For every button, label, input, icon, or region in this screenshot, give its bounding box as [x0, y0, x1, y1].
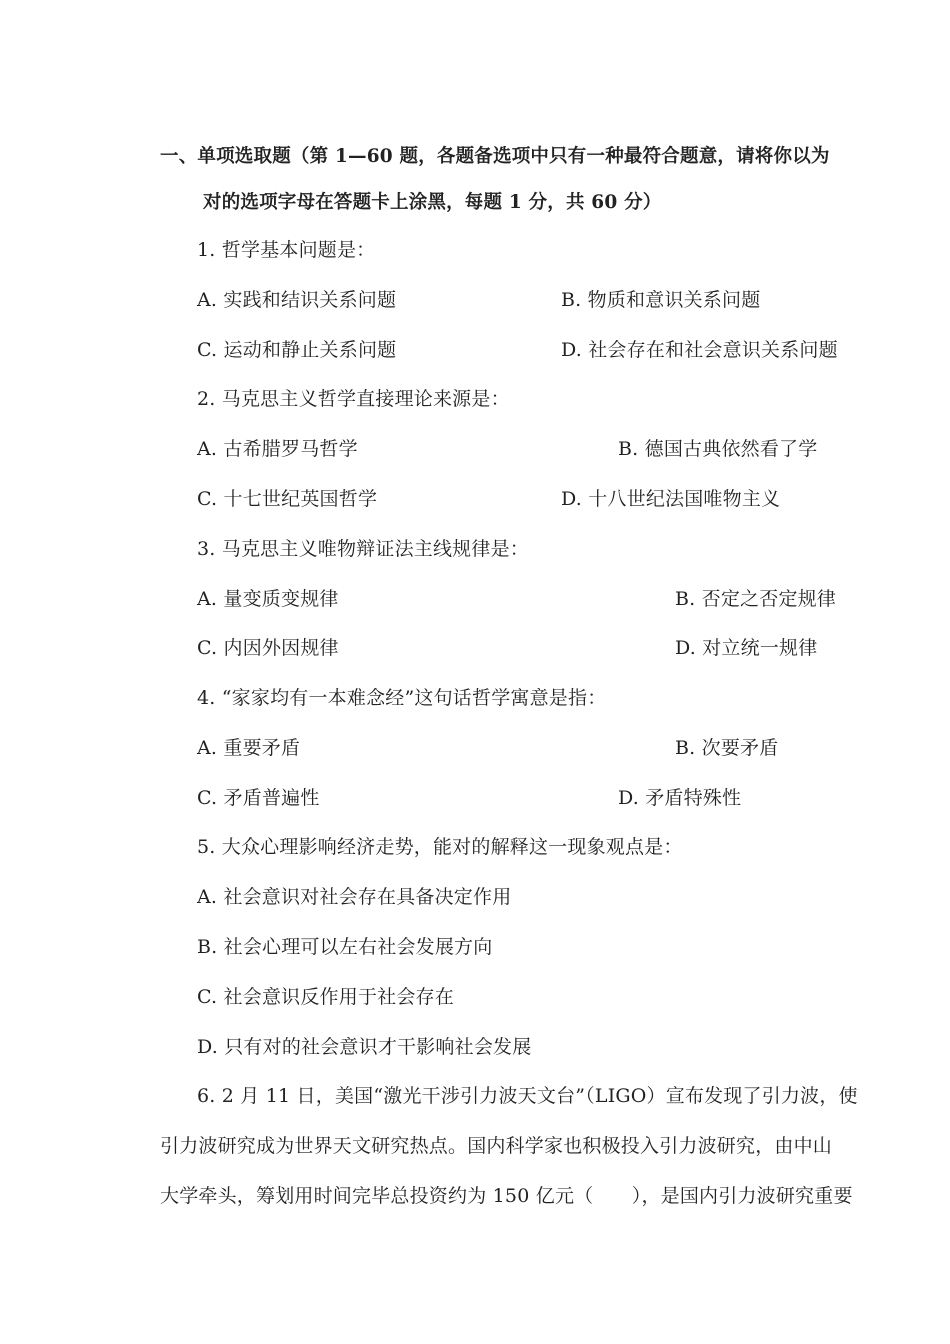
question-1-option-d: D. 社会存在和社会意识关系问题: [561, 339, 838, 361]
question-5-option-b: B. 社会心理可以左右社会发展方向: [197, 936, 493, 958]
question-4-stem: 4. “家家均有一本难念经”这句话哲学寓意是指：: [197, 687, 607, 709]
question-6-line3: 大学牵头，筹划用时间完毕总投资约为 150 亿元（ ），是国内引力波研究重要: [160, 1185, 853, 1207]
question-5-option-d: D. 只有对的社会意识才干影响社会发展: [197, 1036, 532, 1058]
question-3-option-c: C. 内因外因规律: [197, 637, 339, 659]
question-5-option-a: A. 社会意识对社会存在具备决定作用: [197, 886, 512, 908]
question-5-stem: 5. 大众心理影响经济走势，能对的解释这一现象观点是：: [197, 836, 683, 858]
question-5-option-c: C. 社会意识反作用于社会存在: [197, 986, 454, 1008]
section-heading-line1: 一、单项选取题（第 1—60 题，各题备选项中只有一种最符合题意，请将你以为: [160, 146, 830, 167]
question-3-stem: 3. 马克思主义唯物辩证法主线规律是：: [197, 538, 529, 560]
question-2-option-d: D. 十八世纪法国唯物主义: [561, 488, 781, 510]
question-6-line1: 6. 2 月 11 日，美国“激光干涉引力波天文台”（LIGO）宣布发现了引力波，使: [197, 1085, 858, 1107]
question-6-line2: 引力波研究成为世界天文研究热点。国内科学家也积极投入引力波研究，由中山: [160, 1135, 833, 1157]
question-1-option-c: C. 运动和静止关系问题: [197, 339, 397, 361]
question-4-option-b: B. 次要矛盾: [675, 737, 779, 759]
question-1-option-b: B. 物质和意识关系问题: [561, 289, 761, 311]
question-3-option-b: B. 否定之否定规律: [675, 588, 837, 610]
question-3-option-d: D. 对立统一规律: [675, 637, 818, 659]
question-2-stem: 2. 马克思主义哲学直接理论来源是：: [197, 388, 510, 410]
question-3-option-a: A. 量变质变规律: [197, 588, 339, 610]
question-2-option-b: B. 德国古典依然看了学: [618, 438, 818, 460]
question-1-option-a: A. 实践和结识关系问题: [197, 289, 397, 311]
question-2-option-a: A. 古希腊罗马哲学: [197, 438, 358, 460]
question-2-option-c: C. 十七世纪英国哲学: [197, 488, 378, 510]
question-4-option-d: D. 矛盾特殊性: [618, 787, 742, 809]
section-heading-line2: 对的选项字母在答题卡上涂黑，每题 1 分，共 60 分）: [203, 192, 662, 213]
question-1-stem: 1. 哲学基本问题是：: [197, 239, 376, 261]
question-4-option-a: A. 重要矛盾: [197, 737, 301, 759]
question-4-option-c: C. 矛盾普遍性: [197, 787, 320, 809]
